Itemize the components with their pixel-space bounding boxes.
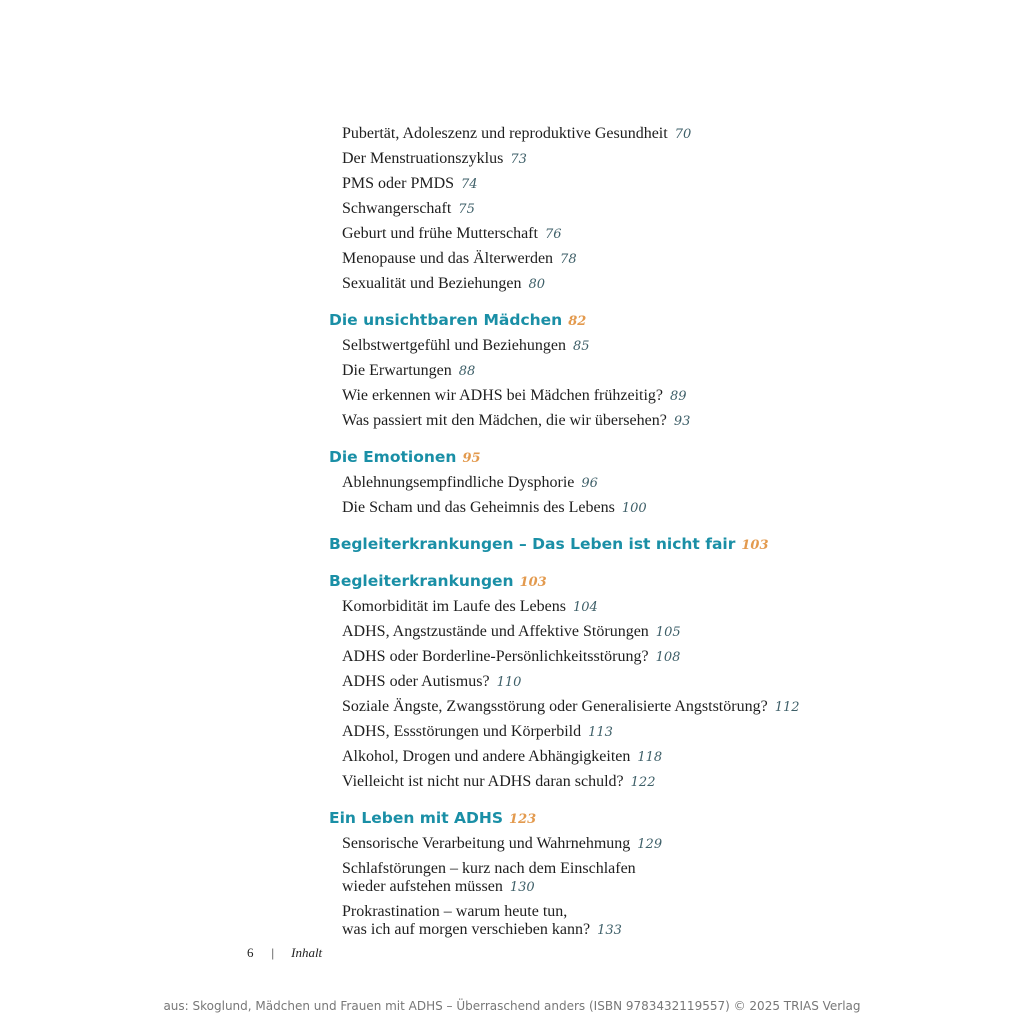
toc-entry-page-number: 70 [674,127,692,142]
section-gap [329,521,949,532]
toc-entry-page-number: 78 [560,252,577,267]
toc-chapter [329,308,949,434]
toc-entry-page-number: 96 [581,476,598,491]
toc-entry-page-number: 85 [572,339,590,354]
source-citation: aus: Skoglund, Mädchen und Frauen mit ADHS – Überraschend anders (ISBN 9783432119557) © 2025 TRIAS Verlag [163,999,861,1013]
toc-chapter [329,445,949,521]
toc-entry-title: Soziale Ängste, Zwangsstörung oder Generalisierte Angststörung? [342,698,768,715]
toc-entry [342,334,949,359]
toc-entry-page-number: 75 [458,202,475,217]
toc-entry-title: Die Erwartungen [342,362,452,379]
toc-entry-page-number: 89 [670,389,687,404]
toc-intro-section [329,122,949,297]
toc-entry-title: ADHS oder Borderline-Persönlichkeitsstörung? [342,648,649,665]
toc-entry [342,670,949,695]
table-of-contents [329,122,949,943]
toc-entry [342,695,949,720]
chapter-page-number: 103 [519,575,547,590]
toc-entry-page-number: 108 [655,650,681,665]
chapter-heading [329,806,949,832]
toc-entry [342,247,949,272]
toc-entry-page-number: 74 [461,177,478,192]
toc-entry-page-number: 73 [510,152,527,167]
toc-entry [342,620,949,645]
toc-entry-page-number: 112 [774,700,800,715]
toc-entry-title-line2: wieder aufstehen müssen [342,878,503,895]
toc-entry-title: Menopause und das Älterwerden [342,250,554,267]
chapter-title: Begleiterkrankungen – Das Leben ist nicht fair [329,535,736,553]
page-number: 6 [247,945,254,960]
toc-entry-title: PMS oder PMDS [342,175,455,192]
toc-entry-title: Der Menstruationszyklus [342,150,504,167]
toc-entry-title: Vielleicht ist nicht nur ADHS daran schuld? [342,773,624,790]
toc-entry-page-number: 76 [544,227,562,242]
toc-entry-page-number: 110 [496,675,522,690]
toc-entry-title: Sensorische Verarbeitung und Wahrnehmung [342,835,631,852]
toc-entry-page-number: 88 [458,364,476,379]
toc-entry-page-number: 129 [637,837,663,852]
toc-entry-title: Schlafstörungen – kurz nach dem Einschlafen [342,860,636,877]
toc-chapter [329,532,949,558]
chapter-page-number: 123 [509,812,537,827]
toc-entry [342,770,949,795]
toc-entry [342,496,949,521]
page-footer [247,945,322,961]
toc-entry [342,745,949,770]
toc-entry-title: ADHS, Angstzustände und Affektive Störungen [342,623,649,640]
toc-entry [342,595,949,620]
toc-entry-title: Die Scham und das Geheimnis des Lebens [342,499,615,516]
toc-entry-title: Alkohol, Drogen und andere Abhängigkeiten [342,748,631,765]
toc-entry [342,197,949,222]
toc-entry-title: Sexualität und Beziehungen [342,275,522,292]
toc-entry [342,832,949,857]
chapter-page-number: 95 [462,451,481,466]
toc-entry [342,122,949,147]
toc-entry-title: Komorbidität im Laufe des Lebens [342,598,566,615]
section-gap [329,558,949,569]
toc-entry-page-number: 100 [621,501,647,516]
chapter-heading [329,308,949,334]
toc-entry-title: Ablehnungsempfindliche Dysphorie [342,474,575,491]
chapter-title: Die Emotionen [329,448,457,466]
toc-entry-page-number: 113 [588,725,613,740]
toc-entry [342,222,949,247]
toc-entry-title: ADHS, Essstörungen und Körperbild [342,723,582,740]
toc-entry [342,471,949,496]
footer-section-title: Inhalt [291,945,323,960]
toc-entry-title: Prokrastination – warum heute tun, [342,903,568,920]
toc-entry-page-number: 130 [509,880,535,895]
footer-separator: | [271,945,275,960]
section-gap [329,297,949,308]
chapter-title: Ein Leben mit ADHS [329,809,504,827]
section-gap [329,795,949,806]
toc-entry [342,645,949,670]
toc-entry [342,384,949,409]
toc-entry [342,147,949,172]
toc-entry-title: Wie erkennen wir ADHS bei Mädchen frühzeitig? [342,387,664,404]
toc-chapter [329,569,949,795]
toc-entry [342,900,949,943]
toc-entry-page-number: 93 [673,414,691,429]
toc-chapter [329,806,949,943]
toc-entry-title: Schwangerschaft [342,200,452,217]
chapter-heading [329,532,949,558]
toc-entry-title: ADHS oder Autismus? [342,673,490,690]
toc-entry-title: Pubertät, Adoleszenz und reproduktive Gesundheit [342,125,668,142]
chapter-page-number: 103 [741,538,769,553]
chapter-heading [329,569,949,595]
chapter-page-number: 82 [568,314,587,329]
toc-entry-title: Selbstwertgefühl und Beziehungen [342,337,566,354]
toc-entry [342,172,949,197]
toc-entry-title: Was passiert mit den Mädchen, die wir übersehen? [342,412,667,429]
toc-entry [342,359,949,384]
toc-entry-page-number: 105 [655,625,681,640]
toc-entry-page-number: 133 [597,923,622,938]
toc-entry-page-number: 122 [630,775,656,790]
toc-entry [342,409,949,434]
chapter-heading [329,445,949,471]
toc-entry-title: Geburt und frühe Mutterschaft [342,225,538,242]
chapter-title: Die unsichtbaren Mädchen [329,311,563,329]
toc-entry-title-line2: was ich auf morgen verschieben kann? [342,921,591,938]
toc-entry-page-number: 118 [637,750,663,765]
toc-entry [342,720,949,745]
toc-entry-page-number: 104 [572,600,598,615]
toc-entry [342,272,949,297]
toc-entry [342,857,949,900]
section-gap [329,434,949,445]
chapter-title: Begleiterkrankungen [329,572,514,590]
toc-entry-page-number: 80 [528,277,546,292]
